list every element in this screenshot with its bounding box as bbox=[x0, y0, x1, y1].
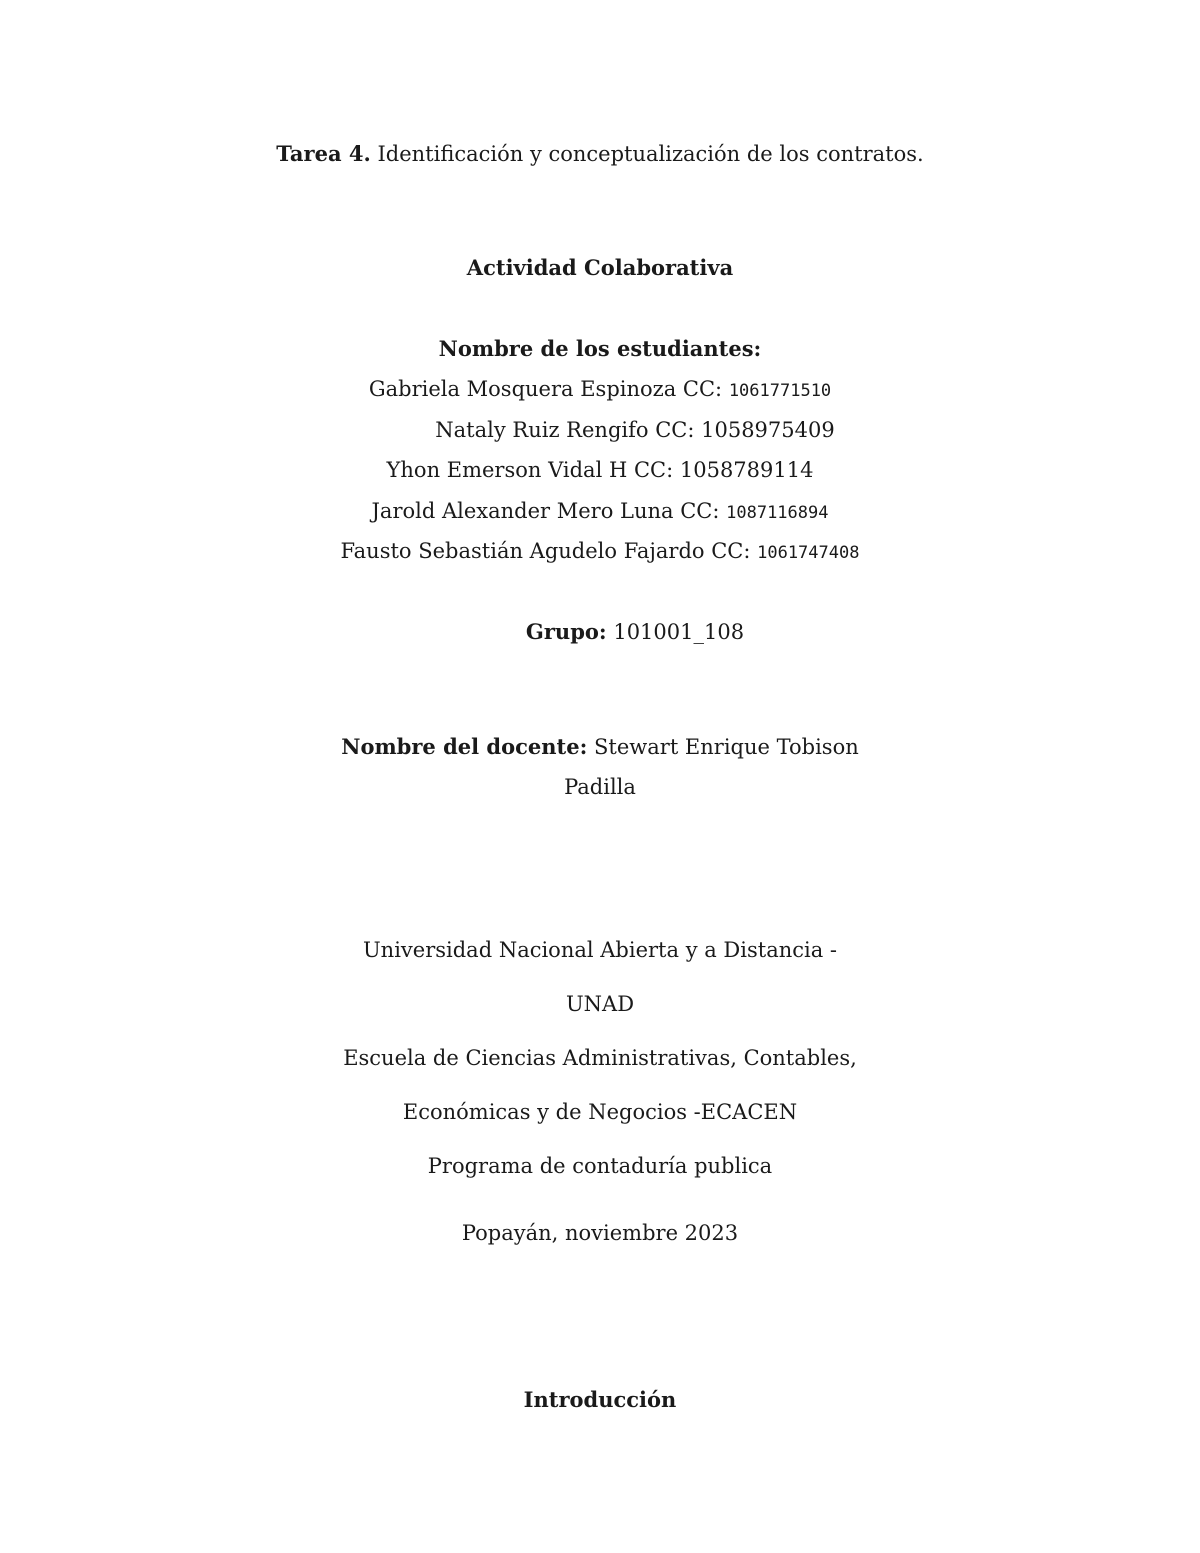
group-value: 101001_108 bbox=[613, 620, 745, 644]
student-id: 1087116894 bbox=[726, 503, 829, 523]
institution-line-1: Universidad Nacional Abierta y a Distancia - bbox=[362, 938, 838, 962]
group-line bbox=[35, 618, 1200, 646]
title-label: Tarea 4. bbox=[276, 141, 371, 166]
student-id: 1058975409 bbox=[701, 418, 835, 442]
introduction-heading: Introducción bbox=[523, 1387, 677, 1412]
student-line bbox=[0, 375, 1200, 405]
activity-heading: Actividad Colaborativa bbox=[466, 255, 734, 280]
school-line-2: Económicas y de Negocios -ECACEN bbox=[402, 1100, 798, 1124]
student-name: Yhon Emerson Vidal H CC: bbox=[386, 458, 674, 482]
teacher-line bbox=[0, 733, 1200, 761]
teacher-name: Stewart Enrique Tobison bbox=[594, 735, 859, 759]
student-line bbox=[0, 456, 1200, 484]
place-date-line: Popayán, noviembre 2023 bbox=[461, 1221, 739, 1245]
student-name: Fausto Sebastián Agudelo Fajardo CC: bbox=[340, 539, 751, 563]
student-name: Nataly Ruiz Rengifo CC: bbox=[435, 418, 695, 442]
school-line-1: Escuela de Ciencias Administrativas, Contables, bbox=[343, 1046, 857, 1070]
student-line bbox=[0, 537, 1200, 567]
document-title bbox=[0, 140, 1200, 168]
student-id: 1061747408 bbox=[757, 543, 860, 563]
teacher-name-continued: Padilla bbox=[564, 775, 636, 799]
program-line: Programa de contaduría publica bbox=[427, 1154, 773, 1178]
students-heading: Nombre de los estudiantes: bbox=[438, 336, 762, 361]
student-line bbox=[0, 497, 1200, 527]
student-name: Gabriela Mosquera Espinoza CC: bbox=[368, 377, 723, 401]
teacher-label: Nombre del docente: bbox=[341, 734, 588, 759]
student-id: 1061771510 bbox=[728, 381, 832, 401]
student-name: Jarold Alexander Mero Luna CC: bbox=[371, 499, 720, 523]
institution-line-2: UNAD bbox=[565, 992, 635, 1016]
student-id: 1058789114 bbox=[679, 458, 814, 482]
title-text: Identificación y conceptualización de los contratos. bbox=[377, 142, 924, 166]
group-label: Grupo: bbox=[525, 619, 607, 644]
student-line bbox=[35, 416, 1200, 444]
